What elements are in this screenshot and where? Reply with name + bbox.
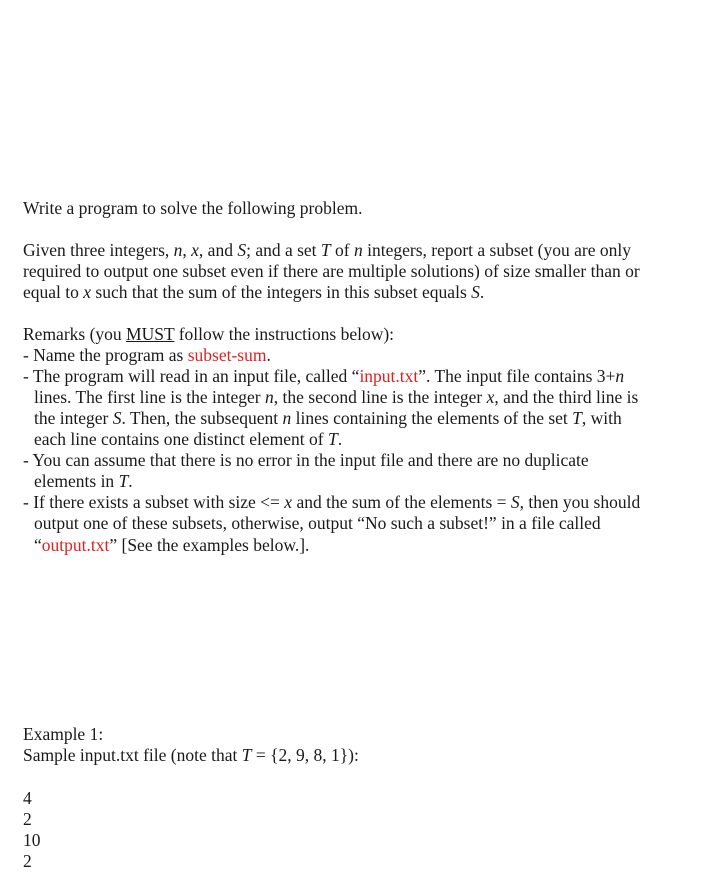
remark-2-line-3: the integer S. Then, the subsequent n lines containing the elements of the set T, with (34, 408, 622, 428)
intro-paragraph: Write a program to solve the following problem. (23, 198, 363, 218)
example-sample-caption: Sample input.txt file (note that T = {2, 9, 8, 1}): (23, 745, 359, 765)
sample-line: 2 (23, 809, 32, 829)
remark-2-line-4: each line contains one distinct element of T. (34, 429, 343, 449)
remark-1: - Name the program as subset-sum. (23, 345, 271, 365)
sample-line: 2 (23, 851, 32, 871)
remark-4-line-1: - If there exists a subset with size <= x and the sum of the elements = S, then you should (23, 492, 641, 512)
remark-3-line-1: - You can assume that there is no error in the input file and there are no duplicate (23, 450, 589, 470)
output-filename: output.txt (41, 535, 110, 555)
remark-4-line-2: output one of these subsets, otherwise, output “No such a subset!” in a file called (34, 513, 601, 533)
remark-2-line-2: lines. The first line is the integer n, the second line is the integer x, and the third line is (34, 387, 639, 407)
must-emphasis: MUST (126, 324, 175, 344)
sample-line: 10 (23, 830, 41, 850)
program-name: subset-sum (187, 345, 267, 365)
problem-line-2: required to output one subset even if there are multiple solutions) of size smaller than or (23, 261, 640, 281)
sample-line: 4 (23, 788, 32, 808)
remark-3-line-2: elements in T. (34, 471, 133, 491)
problem-line-3: equal to x such that the sum of the integers in this subset equals S. (23, 282, 485, 302)
remark-4-line-3: “output.txt” [See the examples below.]. (34, 535, 310, 555)
remarks-heading: Remarks (you MUST follow the instructions below): (23, 324, 395, 344)
remark-2-line-1: - The program will read in an input file, called “input.txt”. The input file contains 3+n (23, 366, 625, 386)
input-filename: input.txt (359, 366, 419, 386)
example-title: Example 1: (23, 724, 104, 744)
problem-line-1: Given three integers, n, x, and S; and a set T of n integers, report a subset (you are only (23, 240, 631, 260)
